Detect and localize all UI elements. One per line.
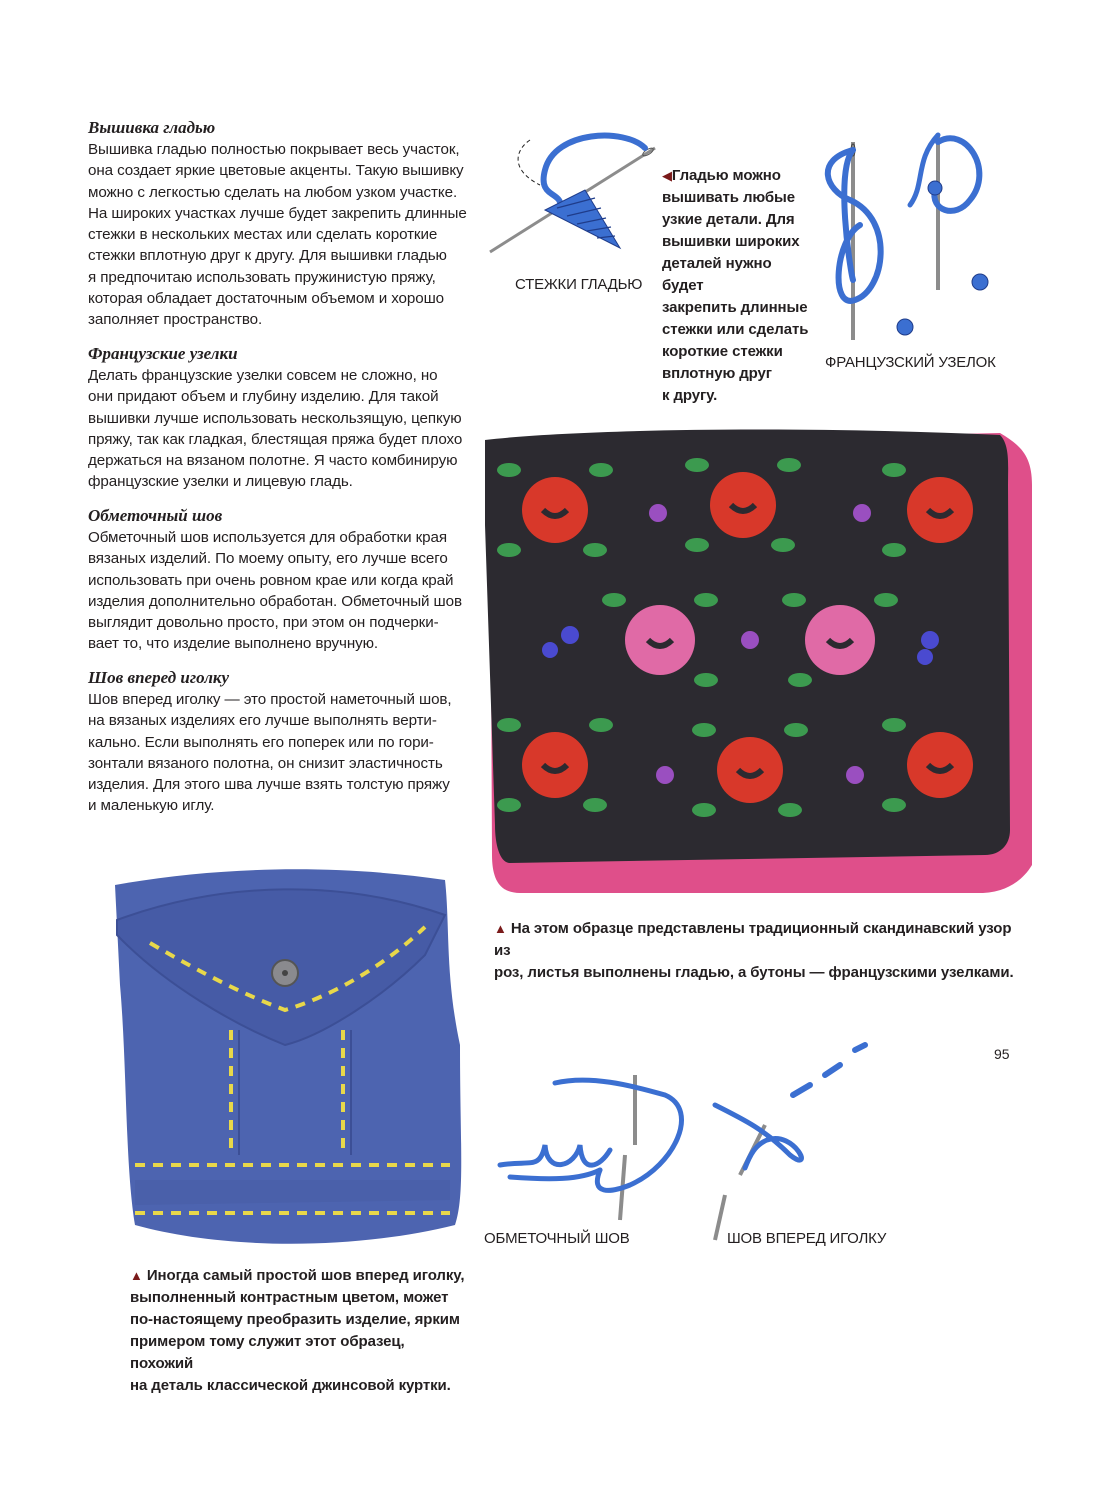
caption-denim-pocket: ▲ Иногда самый простой шов вперед иголку, выполненный контрастным цветом, может по-настоящему преобразить изделие, ярким примером тому служит этот образец, похожий на деталь классической джинсовой куртки. — [130, 1267, 465, 1394]
satin-stitch-illustration — [485, 130, 660, 260]
label-satin-stitch: СТЕЖКИ ГЛАДЬЮ — [515, 276, 643, 293]
rose-swatch-photo — [480, 425, 1035, 895]
label-overcast-stitch: ОБМЕТОЧНЫЙ ШОВ — [484, 1230, 630, 1247]
caption-satin-note: ◀Гладью можно вышивать любые узкие детали. Для вышивки широких деталей нужно будет закрепить длинные стежки или сделать короткие стежки вплотную друг к другу. — [662, 167, 809, 404]
up-triangle-icon: ▲ — [130, 1268, 143, 1283]
french-knot-illustration — [805, 130, 995, 345]
section-title: Шов вперед иголку — [88, 668, 230, 687]
label-running-stitch: ШОВ ВПЕРЕД ИГОЛКУ — [727, 1230, 887, 1247]
left-triangle-icon: ◀ — [662, 168, 672, 183]
section-satin-stitch — [88, 117, 468, 331]
section-overcast-stitch — [88, 505, 468, 655]
section-title: Обметочный шов — [88, 506, 223, 525]
section-title: Французские узелки — [88, 344, 238, 363]
paragraph: Обметочный шов используется для обработки края вязаных изделий. По моему опыту, его лучше всего использовать при очень ровном крае или когда край изделия дополнительно обработан. Обметочный шов выглядит довольно просто, при этом он подчерки- вает то, что изделие выполнено вручную. — [88, 529, 462, 653]
label-french-knot: ФРАНЦУЗСКИЙ УЗЕЛОК — [825, 354, 996, 371]
denim-pocket-photo — [105, 865, 470, 1250]
section-french-knots — [88, 343, 468, 493]
up-triangle-icon: ▲ — [494, 921, 507, 936]
caption-rose-swatch: ▲ На этом образце представлены традиционный скандинавский узор из роз, листья выполнены гладью, а бутоны — французскими узелками. — [494, 920, 1014, 981]
running-stitch-illustration — [705, 1050, 875, 1245]
page-number: 95 — [994, 1046, 1010, 1062]
paragraph: Шов вперед иголку — это простой наметочный шов, на вязаных изделиях его лучше выполнять верти- кально. Если выполнять его поперек или по гори- зонтали вязаного полотна, он снизит эластичность изделия. Для этого шва лучше взять толстую пряжу и маленькую иглу. — [88, 691, 452, 815]
section-title: Вышивка гладью — [88, 118, 216, 137]
paragraph: Вышивка гладью полностью покрывает весь участок, она создает яркие цветовые акценты. Такую вышивку можно с легкостью сделать на любом узком участке. На широких участках лучше будет закрепить длинные стежки в нескольких местах или сделать короткие стежки вплотную друг к другу. Для вышивки гладью я предпочитаю использовать пружинистую пряжу, которая обладает достаточным объемом и хорошо заполняет пространство. — [88, 141, 467, 329]
overcast-stitch-illustration — [500, 1075, 690, 1225]
paragraph: Делать французские узелки совсем не сложно, но они придают объем и глубину изделию. Для такой вышивки лучше использовать нескользящую, цепкую пряжу, так как гладкая, блестящая пряжа будет плохо держаться на вязаном полотне. Я часто комбинирую французские узелки и лицевую гладь. — [88, 367, 463, 491]
section-running-stitch — [88, 667, 468, 817]
